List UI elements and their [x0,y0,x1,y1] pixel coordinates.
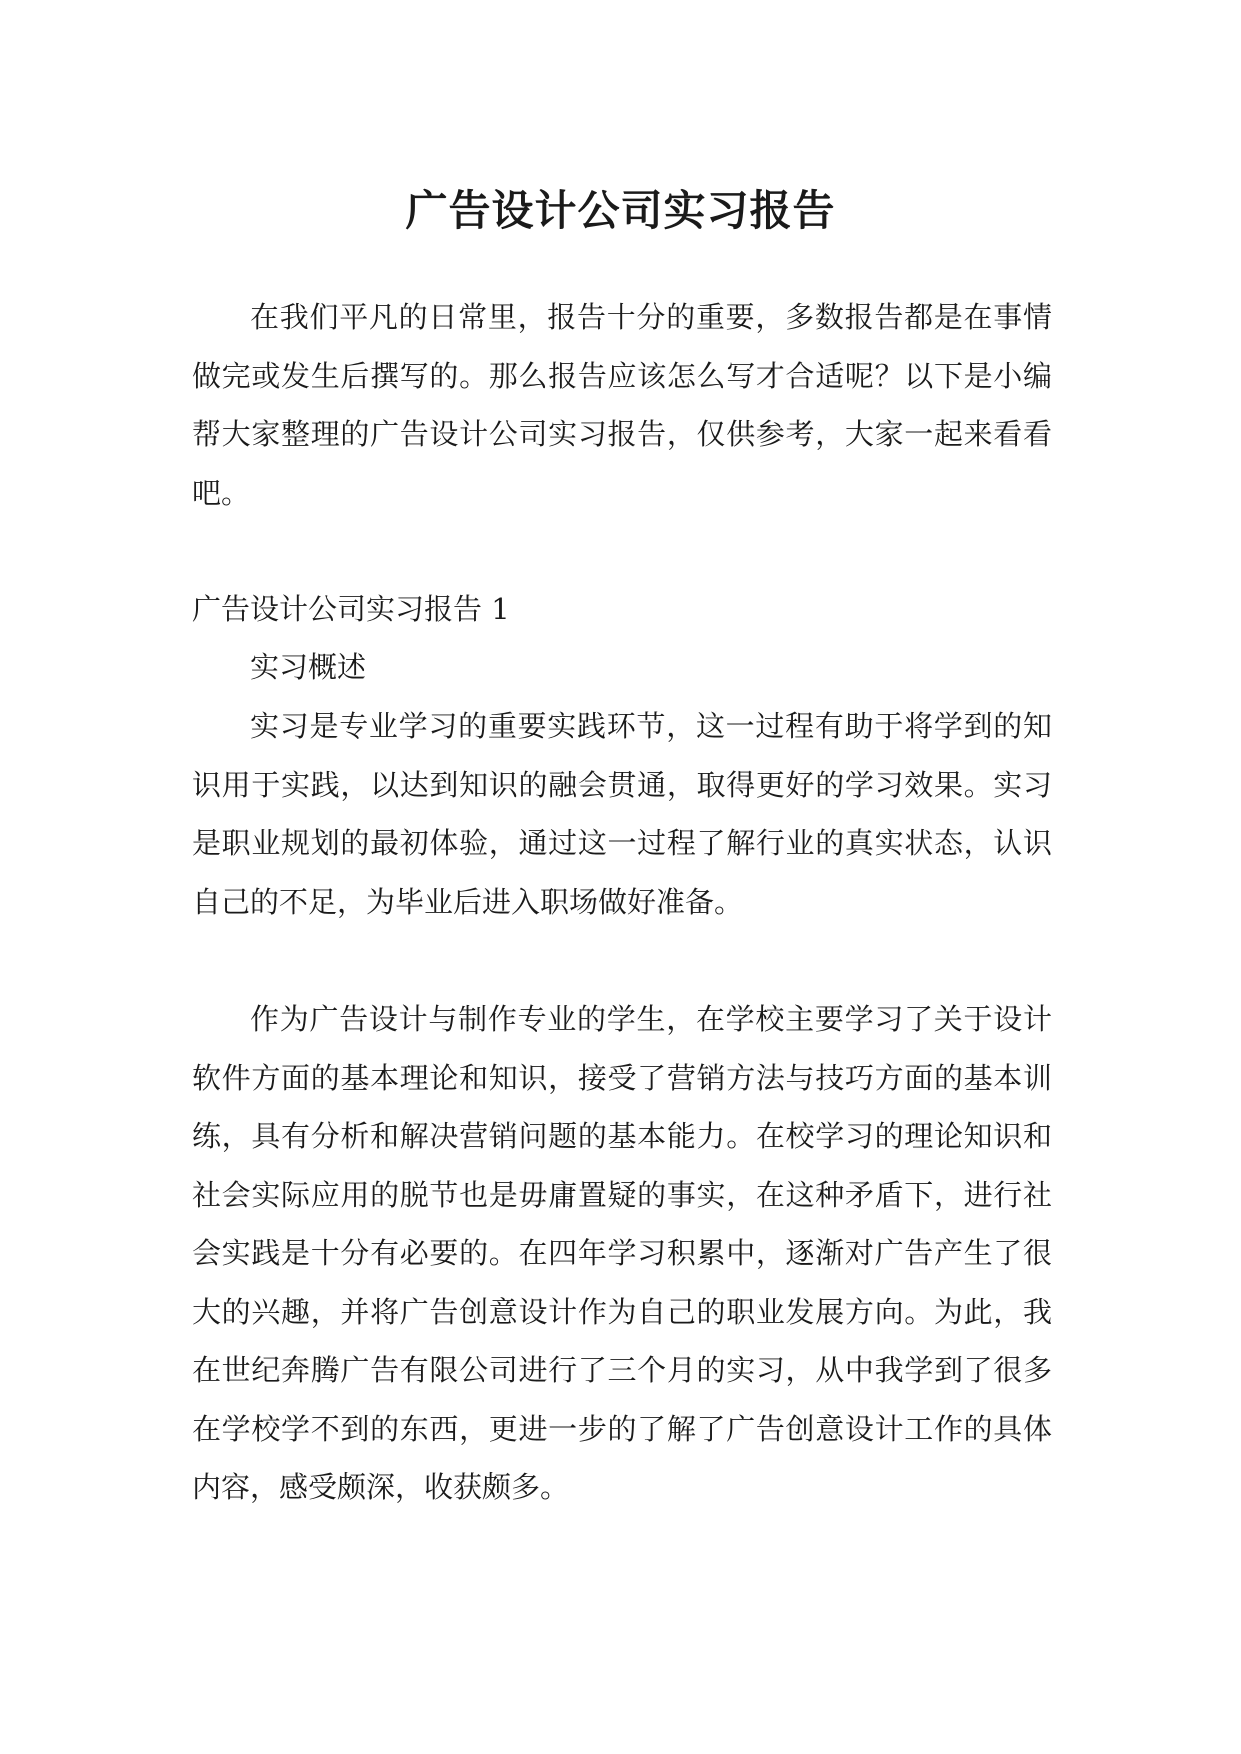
sub-heading: 实习概述 [250,650,367,684]
page-title: 广告设计公司实习报告 [405,186,836,236]
section-heading: 广告设计公司实习报告 1 [192,592,510,626]
intro-paragraph: 在我们平凡的日常里，报告十分的重要，多数报告都是在事情做完或发生后撰写的。那么报告应该怎么写才合适呢？以下是小编帮大家整理的广告设计公司实习报告，仅供参考，大家一起来看看吧。 [192,300,1052,510]
body-paragraph: 实习是专业学习的重要实践环节，这一过程有助于将学到的知识用于实践，以达到知识的融会贯通，取得更好的学习效果。实习是职业规划的最初体验，通过这一过程了解行业的真实状态，认识自己的不足，为毕业后进入职场做好准备。 [192,709,1052,919]
body-paragraph: 作为广告设计与制作专业的学生，在学校主要学习了关于设计软件方面的基本理论和知识，接受了营销方法与技巧方面的基本训练，具有分析和解决营销问题的基本能力。在校学习的理论知识和社会实际应用的脱节也是毋庸置疑的事实，在这种矛盾下，进行社会实践是十分有必要的。在四年学习积累中，逐渐对广告产生了很大的兴趣，并将广告创意设计作为自己的职业发展方向。为此，我在世纪奔腾广告有限公司进行了三个月的实习，从中我学到了很多在学校学不到的东西，更进一步的了解了广告创意设计工作的具体内容，感受颇深，收获颇多。 [192,1002,1052,1504]
